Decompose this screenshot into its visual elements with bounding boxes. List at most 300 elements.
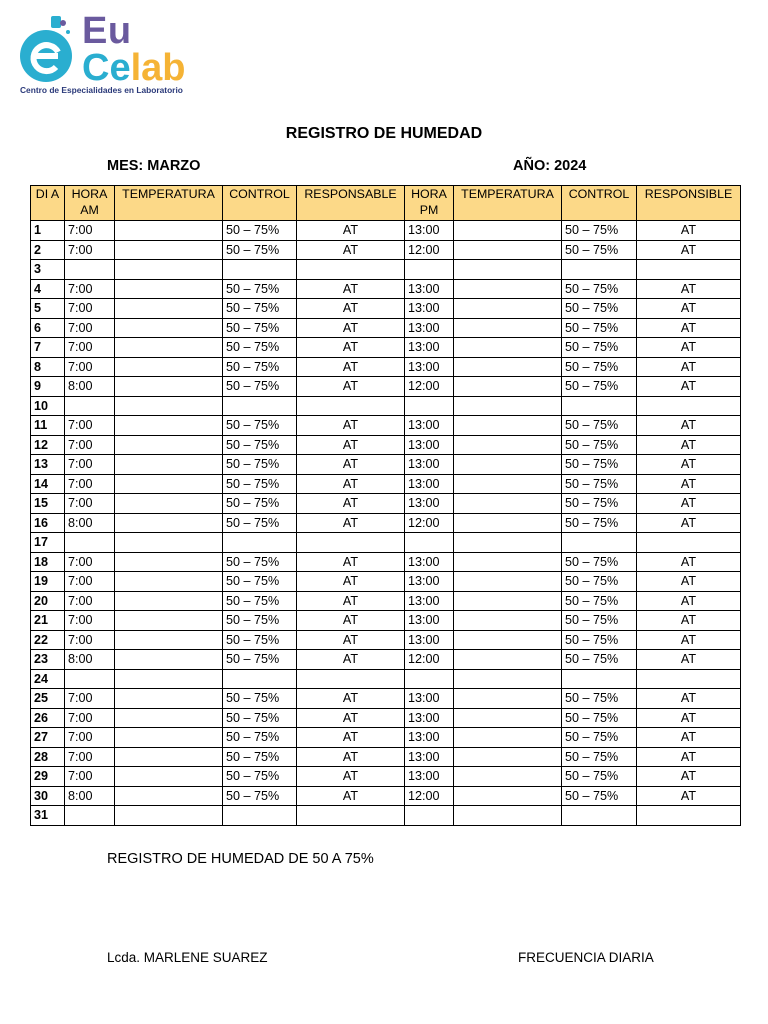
responsible-pm-cell: AT [637,299,741,319]
table-row [31,591,741,611]
temperatura-am-cell [115,260,223,280]
dia-cell: 12 [31,435,65,455]
hora-am-cell: 7:00 [65,689,115,709]
responsable-am-cell: AT [297,591,405,611]
dia-cell: 15 [31,494,65,514]
hora-pm-cell: 13:00 [405,338,454,358]
hora-pm-cell [405,533,454,553]
hora-pm-cell: 13:00 [405,435,454,455]
hora-am-cell: 7:00 [65,318,115,338]
control-am-cell: 50 – 75% [223,416,297,436]
hora-pm-cell: 13:00 [405,416,454,436]
control-am-cell: 50 – 75% [223,338,297,358]
temperatura-am-cell [115,338,223,358]
control-pm-cell [562,260,637,280]
control-am-cell: 50 – 75% [223,474,297,494]
table-row [31,630,741,650]
temperatura-pm-cell [454,533,562,553]
control-pm-cell: 50 – 75% [562,318,637,338]
control-pm-cell: 50 – 75% [562,377,637,397]
temperatura-am-cell [115,630,223,650]
hora-pm-cell: 13:00 [405,689,454,709]
table-row [31,708,741,728]
control-am-cell: 50 – 75% [223,689,297,709]
hora-pm-cell: 13:00 [405,474,454,494]
temperatura-am-cell [115,240,223,260]
dia-cell: 19 [31,572,65,592]
table-row [31,279,741,299]
dia-cell: 11 [31,416,65,436]
responsable-am-cell [297,669,405,689]
table-row [31,338,741,358]
responsable-am-cell: AT [297,455,405,475]
hora-am-cell: 7:00 [65,455,115,475]
control-am-cell: 50 – 75% [223,494,297,514]
document-title: REGISTRO DE HUMEDAD [285,125,483,142]
dia-cell: 16 [31,513,65,533]
hora-am-cell: 7:00 [65,572,115,592]
responsible-pm-cell: AT [637,689,741,709]
temperatura-pm-cell [454,611,562,631]
hora-am-cell: 7:00 [65,552,115,572]
responsable-am-cell: AT [297,494,405,514]
responsable-am-cell: AT [297,474,405,494]
control-am-cell: 50 – 75% [223,767,297,787]
temperatura-pm-cell [454,513,562,533]
table-row [31,357,741,377]
responsible-pm-cell: AT [637,747,741,767]
responsable-am-cell: AT [297,279,405,299]
table-row [31,728,741,748]
hora-pm-cell: 13:00 [405,494,454,514]
responsible-pm-cell: AT [637,240,741,260]
responsible-pm-cell: AT [637,318,741,338]
control-am-cell: 50 – 75% [223,435,297,455]
hora-am-cell: 7:00 [65,611,115,631]
temperatura-am-cell [115,435,223,455]
dia-cell: 7 [31,338,65,358]
temperatura-am-cell [115,455,223,475]
temperatura-pm-cell [454,630,562,650]
control-pm-cell: 50 – 75% [562,572,637,592]
dia-cell: 5 [31,299,65,319]
control-pm-cell: 50 – 75% [562,494,637,514]
dia-cell: 17 [31,533,65,553]
temperatura-am-cell [115,279,223,299]
temperatura-am-cell [115,474,223,494]
temperatura-am-cell [115,689,223,709]
responsible-pm-cell: AT [637,455,741,475]
temperatura-am-cell [115,572,223,592]
temperatura-pm-cell [454,767,562,787]
temperatura-pm-cell [454,650,562,670]
dia-cell: 4 [31,279,65,299]
hora-am-cell: 7:00 [65,474,115,494]
logo-ce: Ce [82,47,131,89]
responsable-am-cell: AT [297,377,405,397]
control-am-cell: 50 – 75% [223,611,297,631]
temperatura-pm-cell [454,279,562,299]
hora-am-cell [65,260,115,280]
temperatura-pm-cell [454,728,562,748]
control-pm-cell: 50 – 75% [562,416,637,436]
dia-cell: 1 [31,221,65,241]
dia-cell: 27 [31,728,65,748]
control-pm-cell: 50 – 75% [562,767,637,787]
hora-pm-cell: 12:00 [405,513,454,533]
hora-pm-cell: 13:00 [405,728,454,748]
hora-pm-cell: 13:00 [405,708,454,728]
control-am-cell: 50 – 75% [223,455,297,475]
dia-cell: 3 [31,260,65,280]
temperatura-am-cell [115,494,223,514]
control-pm-cell: 50 – 75% [562,474,637,494]
control-am-cell: 50 – 75% [223,513,297,533]
hora-pm-cell: 13:00 [405,552,454,572]
table-row [31,455,741,475]
hora-pm-cell: 12:00 [405,377,454,397]
dia-cell: 22 [31,630,65,650]
responsible-pm-cell: AT [637,494,741,514]
hora-am-cell [65,533,115,553]
control-am-cell: 50 – 75% [223,377,297,397]
control-pm-cell: 50 – 75% [562,435,637,455]
header-temperatura-am: TEMPERATURA [115,186,223,221]
temperatura-am-cell [115,396,223,416]
temperatura-am-cell [115,552,223,572]
responsable-am-cell [297,806,405,826]
responsable-am-cell: AT [297,767,405,787]
control-pm-cell [562,806,637,826]
table-row [31,786,741,806]
humidity-log-table [30,185,741,826]
temperatura-pm-cell [454,494,562,514]
temperatura-pm-cell [454,474,562,494]
temperatura-pm-cell [454,299,562,319]
table-row [31,221,741,241]
temperatura-am-cell [115,806,223,826]
table-row [31,611,741,631]
responsible-pm-cell [637,533,741,553]
hora-am-cell: 8:00 [65,513,115,533]
dia-cell: 8 [31,357,65,377]
dia-cell: 29 [31,767,65,787]
temperatura-am-cell [115,416,223,436]
control-pm-cell: 50 – 75% [562,708,637,728]
responsable-am-cell: AT [297,221,405,241]
table-row [31,494,741,514]
table-row [31,299,741,319]
hora-pm-cell: 12:00 [405,650,454,670]
dia-cell: 21 [31,611,65,631]
dia-cell: 10 [31,396,65,416]
temperatura-pm-cell [454,435,562,455]
temperatura-am-cell [115,221,223,241]
temperatura-am-cell [115,591,223,611]
temperatura-pm-cell [454,786,562,806]
responsable-am-cell: AT [297,786,405,806]
temperatura-pm-cell [454,416,562,436]
hora-am-cell: 7:00 [65,338,115,358]
table-row [31,806,741,826]
control-am-cell: 50 – 75% [223,279,297,299]
control-am-cell: 50 – 75% [223,708,297,728]
control-pm-cell: 50 – 75% [562,240,637,260]
control-pm-cell: 50 – 75% [562,591,637,611]
dia-cell: 23 [31,650,65,670]
responsable-am-cell [297,260,405,280]
dia-cell: 31 [31,806,65,826]
responsible-pm-cell: AT [637,786,741,806]
temperatura-pm-cell [454,669,562,689]
year-label: AÑO: 2024 [513,158,587,174]
temperatura-am-cell [115,513,223,533]
responsible-pm-cell: AT [637,611,741,631]
responsible-pm-cell [637,669,741,689]
table-row [31,669,741,689]
hora-am-cell: 7:00 [65,494,115,514]
control-pm-cell: 50 – 75% [562,299,637,319]
hora-am-cell: 7:00 [65,240,115,260]
hora-pm-cell: 13:00 [405,455,454,475]
temperatura-am-cell [115,611,223,631]
responsible-pm-cell: AT [637,357,741,377]
dia-cell: 9 [31,377,65,397]
control-am-cell: 50 – 75% [223,630,297,650]
hora-pm-cell [405,669,454,689]
eucelab-logo [18,10,218,98]
header-control-pm: CONTROL [562,186,637,221]
temperatura-am-cell [115,650,223,670]
responsible-pm-cell [637,806,741,826]
responsable-am-cell: AT [297,708,405,728]
control-pm-cell [562,396,637,416]
hora-pm-cell: 13:00 [405,630,454,650]
hora-am-cell: 7:00 [65,357,115,377]
temperatura-pm-cell [454,318,562,338]
control-am-cell: 50 – 75% [223,318,297,338]
control-pm-cell [562,669,637,689]
dia-cell: 14 [31,474,65,494]
table-row [31,318,741,338]
frequency-label: FRECUENCIA DIARIA [518,950,654,965]
dia-cell: 2 [31,240,65,260]
header-hora-pm: HORA PM [405,186,454,221]
responsible-pm-cell: AT [637,630,741,650]
hora-am-cell: 7:00 [65,221,115,241]
hora-am-cell: 8:00 [65,786,115,806]
table-row [31,416,741,436]
logo-eu-text: Eu [82,10,132,52]
control-am-cell: 50 – 75% [223,221,297,241]
responsible-pm-cell: AT [637,708,741,728]
responsable-am-cell: AT [297,299,405,319]
hora-am-cell [65,806,115,826]
table-row [31,533,741,553]
temperatura-pm-cell [454,747,562,767]
dia-cell: 20 [31,591,65,611]
hora-pm-cell: 13:00 [405,221,454,241]
signature-name: Lcda. MARLENE SUAREZ [107,950,268,965]
table-row [31,435,741,455]
hora-am-cell: 7:00 [65,279,115,299]
control-am-cell: 50 – 75% [223,552,297,572]
header-responsable-am: RESPONSABLE [297,186,405,221]
responsible-pm-cell [637,260,741,280]
hora-am-cell: 7:00 [65,591,115,611]
temperatura-pm-cell [454,572,562,592]
header-responsible-pm: RESPONSIBLE [637,186,741,221]
control-pm-cell: 50 – 75% [562,279,637,299]
control-pm-cell: 50 – 75% [562,611,637,631]
control-am-cell: 50 – 75% [223,650,297,670]
responsable-am-cell: AT [297,513,405,533]
dia-cell: 18 [31,552,65,572]
hora-pm-cell: 12:00 [405,240,454,260]
temperatura-am-cell [115,669,223,689]
responsable-am-cell: AT [297,416,405,436]
control-pm-cell: 50 – 75% [562,630,637,650]
responsable-am-cell: AT [297,728,405,748]
hora-pm-cell: 12:00 [405,786,454,806]
responsable-am-cell: AT [297,552,405,572]
dia-cell: 25 [31,689,65,709]
responsable-am-cell: AT [297,650,405,670]
control-am-cell [223,396,297,416]
temperatura-am-cell [115,357,223,377]
control-am-cell: 50 – 75% [223,786,297,806]
month-label: MES: MARZO [107,158,201,174]
dia-cell: 28 [31,747,65,767]
table-row [31,767,741,787]
responsable-am-cell: AT [297,240,405,260]
control-pm-cell: 50 – 75% [562,786,637,806]
hora-am-cell: 7:00 [65,708,115,728]
responsable-am-cell: AT [297,318,405,338]
temperatura-pm-cell [454,377,562,397]
temperatura-pm-cell [454,689,562,709]
hora-am-cell: 8:00 [65,377,115,397]
responsible-pm-cell: AT [637,572,741,592]
table-row [31,572,741,592]
table-row [31,513,741,533]
hora-pm-cell: 13:00 [405,357,454,377]
control-pm-cell: 50 – 75% [562,728,637,748]
responsible-pm-cell [637,396,741,416]
responsible-pm-cell: AT [637,728,741,748]
table-row [31,689,741,709]
control-am-cell [223,669,297,689]
logo-celab-text [82,48,185,88]
responsable-am-cell: AT [297,357,405,377]
hora-pm-cell: 13:00 [405,767,454,787]
hora-am-cell: 7:00 [65,416,115,436]
control-am-cell [223,260,297,280]
responsible-pm-cell: AT [637,513,741,533]
responsible-pm-cell: AT [637,416,741,436]
temperatura-pm-cell [454,552,562,572]
temperatura-pm-cell [454,455,562,475]
control-pm-cell: 50 – 75% [562,455,637,475]
hora-pm-cell: 13:00 [405,747,454,767]
responsable-am-cell: AT [297,338,405,358]
responsible-pm-cell: AT [637,435,741,455]
table-row [31,240,741,260]
responsible-pm-cell: AT [637,221,741,241]
hora-am-cell [65,669,115,689]
responsible-pm-cell: AT [637,552,741,572]
control-pm-cell: 50 – 75% [562,357,637,377]
responsible-pm-cell: AT [637,338,741,358]
logo-lab: lab [130,47,186,89]
control-am-cell [223,806,297,826]
temperatura-pm-cell [454,240,562,260]
header-temperatura-pm: TEMPERATURA [454,186,562,221]
hora-pm-cell: 13:00 [405,591,454,611]
temperatura-am-cell [115,708,223,728]
control-am-cell [223,533,297,553]
dia-cell: 30 [31,786,65,806]
control-pm-cell: 50 – 75% [562,552,637,572]
temperatura-pm-cell [454,396,562,416]
table-row [31,396,741,416]
hora-am-cell: 7:00 [65,728,115,748]
control-am-cell: 50 – 75% [223,591,297,611]
temperatura-pm-cell [454,357,562,377]
hora-am-cell: 7:00 [65,299,115,319]
dia-cell: 26 [31,708,65,728]
hora-am-cell: 7:00 [65,767,115,787]
hora-pm-cell [405,260,454,280]
control-am-cell: 50 – 75% [223,747,297,767]
responsible-pm-cell: AT [637,279,741,299]
hora-am-cell: 7:00 [65,435,115,455]
temperatura-am-cell [115,377,223,397]
temperatura-pm-cell [454,338,562,358]
temperatura-pm-cell [454,221,562,241]
responsible-pm-cell: AT [637,767,741,787]
responsible-pm-cell: AT [637,377,741,397]
hora-pm-cell: 13:00 [405,572,454,592]
control-pm-cell: 50 – 75% [562,650,637,670]
temperatura-pm-cell [454,591,562,611]
temperatura-am-cell [115,747,223,767]
responsable-am-cell: AT [297,611,405,631]
hora-am-cell: 7:00 [65,630,115,650]
temperatura-pm-cell [454,708,562,728]
responsable-am-cell [297,533,405,553]
hora-am-cell [65,396,115,416]
responsible-pm-cell: AT [637,591,741,611]
header-hora-am: HORA AM [65,186,115,221]
control-pm-cell: 50 – 75% [562,747,637,767]
control-pm-cell: 50 – 75% [562,338,637,358]
temperatura-pm-cell [454,260,562,280]
temperatura-am-cell [115,767,223,787]
hora-pm-cell: 13:00 [405,299,454,319]
humidity-range-note: REGISTRO DE HUMEDAD DE 50 A 75% [107,851,374,867]
table-row [31,377,741,397]
table-row [31,474,741,494]
control-pm-cell: 50 – 75% [562,689,637,709]
table-row [31,747,741,767]
control-am-cell: 50 – 75% [223,728,297,748]
dia-cell: 6 [31,318,65,338]
responsible-pm-cell: AT [637,650,741,670]
table-row [31,260,741,280]
control-am-cell: 50 – 75% [223,357,297,377]
hora-am-cell: 7:00 [65,747,115,767]
